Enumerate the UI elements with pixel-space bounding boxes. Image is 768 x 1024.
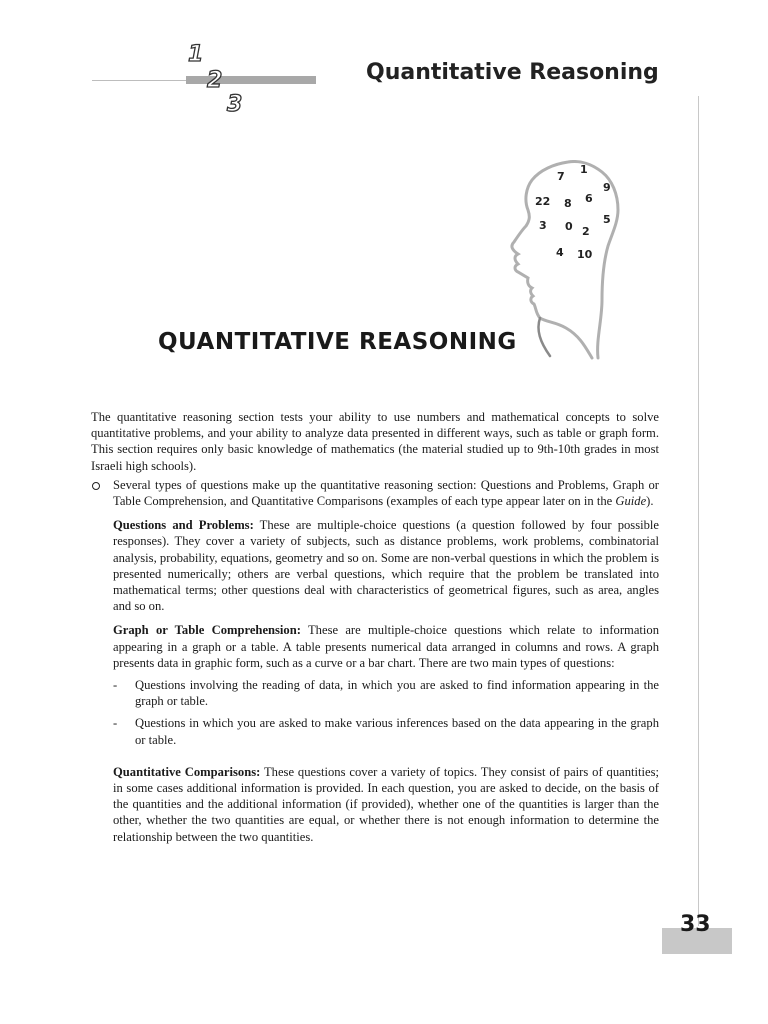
floating-number: 0 bbox=[565, 220, 573, 233]
quantitative-comparisons-text: These questions cover a variety of topics. They consist of pairs of quantities; in some cases additional information is provided. In each question, you are asked to decide, on the basis of the quantities and the additional information (if provided), whether one of the quantities is larger than the other, whether the two quantities are equal, or whether there is not enough information to determine the relationship between the two quantities. bbox=[113, 764, 659, 844]
floating-number: 5 bbox=[603, 213, 611, 226]
dash-marker: - bbox=[113, 716, 118, 731]
body-text bbox=[91, 409, 659, 845]
header-rule bbox=[92, 80, 188, 81]
dash-item-text: Questions in which you are asked to make various inferences based on the data appearing in the graph or table. bbox=[135, 716, 659, 747]
header-accent-bar bbox=[186, 76, 316, 84]
bullet-text: Several types of questions make up the quantitative reasoning section: Questions and Problems, Graph or Table Comprehension, and Quantitative Comparisons (examples of each type appear later on in the bbox=[113, 477, 659, 509]
section-title: QUANTITATIVE REASONING bbox=[158, 329, 517, 355]
bullet-circle-icon bbox=[92, 482, 100, 490]
dash-item bbox=[91, 715, 659, 747]
dash-marker: - bbox=[113, 678, 118, 693]
term-quantitative-comparisons: Quantitative Comparisons: bbox=[113, 764, 261, 779]
floating-number: 10 bbox=[577, 248, 593, 261]
questions-and-problems-text: These are multiple-choice questions (a question followed by four possible responses). They cover a variety of subjects, such as distance problems, work problems, combinatorial analysis, probability, equations, geometry and so on. Some are non-verbal questions in which the problem is presented numerically; others are verbal questions, which require that the problem be translated into mathematical terms; other questions deal with characteristics of geometrical figures, such as area, angles and so on. bbox=[113, 518, 659, 614]
floating-number: 1 bbox=[580, 163, 588, 176]
page-number: 33 bbox=[680, 912, 711, 937]
floating-number: 7 bbox=[557, 170, 565, 183]
logo-digit-3: 3 bbox=[227, 92, 243, 117]
floating-number: 4 bbox=[556, 246, 564, 259]
floating-number: 8 bbox=[564, 197, 572, 210]
graph-table-paragraph bbox=[91, 622, 659, 671]
term-graph-table: Graph or Table Comprehension: bbox=[113, 623, 301, 638]
intro-paragraph: The quantitative reasoning section tests your ability to use numbers and mathematical concepts to solve quantitative problems, and your ability to analyze data presented in different ways, such as table or graph form. This section requires only basic knowledge of mathematics (the material studied up to 9th-10th grades in most Israeli high schools). bbox=[91, 410, 659, 473]
floating-number: 2 bbox=[582, 225, 590, 238]
logo-digit-1: 1 bbox=[188, 42, 204, 67]
quantitative-comparisons-paragraph bbox=[91, 764, 659, 845]
floating-number: 22 bbox=[535, 195, 551, 208]
floating-number: 6 bbox=[585, 192, 593, 205]
questions-and-problems-paragraph bbox=[91, 517, 659, 614]
running-header-title: Quantitative Reasoning bbox=[366, 60, 659, 85]
page-margin-rule bbox=[698, 96, 699, 926]
bullet-text-end: ). bbox=[646, 494, 654, 509]
graph-table-text: These are multiple-choice questions which relate to information appearing in a graph or a table. A table presents numerical data arranged in columns and rows. A graph presents data in graphic form, such as a curve or a bar chart. There are two main types of questions: bbox=[113, 623, 659, 670]
term-questions-and-problems: Questions and Problems: bbox=[113, 518, 254, 533]
guide-italic: Guide bbox=[615, 494, 647, 509]
dash-item-text: Questions involving the reading of data, in which you are asked to find information appearing in the graph or table. bbox=[135, 678, 659, 709]
question-types-bullet bbox=[91, 477, 659, 509]
floating-number: 3 bbox=[539, 219, 547, 232]
dash-item bbox=[91, 677, 659, 709]
floating-number: 9 bbox=[603, 181, 611, 194]
logo-digit-2: 2 bbox=[207, 68, 223, 93]
